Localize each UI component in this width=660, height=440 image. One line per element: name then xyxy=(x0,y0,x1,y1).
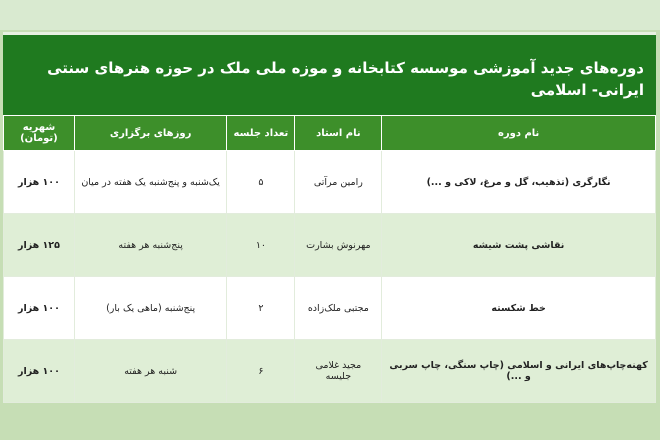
column-header-days: روزهای برگزاری xyxy=(74,116,227,151)
table-row xyxy=(4,277,656,340)
column-header-teacher: نام استاد xyxy=(295,116,382,151)
header-banner xyxy=(3,32,656,115)
cell-teacher: رامین مرآتی xyxy=(295,151,382,214)
courses-table xyxy=(3,115,656,403)
cell-days: یک‌شنبه و پنج‌شنبه یک هفته در میان xyxy=(74,151,227,214)
table-row xyxy=(4,340,656,403)
cell-course: نقاشی پشت شیشه xyxy=(382,214,656,277)
cell-teacher: مهرنوش بشارت xyxy=(295,214,382,277)
cell-teacher: مجتبی ملک‌زاده xyxy=(295,277,382,340)
table-row xyxy=(4,214,656,277)
column-header-sessions: تعداد جلسه xyxy=(227,116,295,151)
cell-teacher: مجید غلامی جلیسه xyxy=(295,340,382,403)
cell-sessions: ۲ xyxy=(227,277,295,340)
cell-days: شنبه هر هفته xyxy=(74,340,227,403)
cell-fee: ۱۰۰ هزار xyxy=(4,340,75,403)
cell-days: پنج‌شنبه هر هفته xyxy=(74,214,227,277)
cell-fee: ۱۰۰ هزار xyxy=(4,277,75,340)
column-header-course: نام دوره xyxy=(382,116,656,151)
table-row xyxy=(4,151,656,214)
table-header-row xyxy=(4,116,656,151)
cell-fee: ۱۲۵ هزار xyxy=(4,214,75,277)
cell-days: پنج‌شنبه (ماهی یک بار) xyxy=(74,277,227,340)
cell-fee: ۱۰۰ هزار xyxy=(4,151,75,214)
cell-course: کهنه‌چاپ‌های ایرانی و اسلامی (چاپ سنگی، چاپ سربی و ...) xyxy=(382,340,656,403)
cell-course: نگارگری (تذهیب، گل و مرغ، لاکی و ...) xyxy=(382,151,656,214)
cell-sessions: ۶ xyxy=(227,340,295,403)
cell-sessions: ۱۰ xyxy=(227,214,295,277)
cell-sessions: ۵ xyxy=(227,151,295,214)
column-header-fee: شهریه (تومان) xyxy=(4,116,75,151)
cell-course: خط شکسته xyxy=(382,277,656,340)
page-title: دوره‌های جدید آموزشی موسسه کتابخانه و موزه ملی ملک در حوزه هنرهای سنتی ایرانی- اسلامی xyxy=(47,59,644,99)
